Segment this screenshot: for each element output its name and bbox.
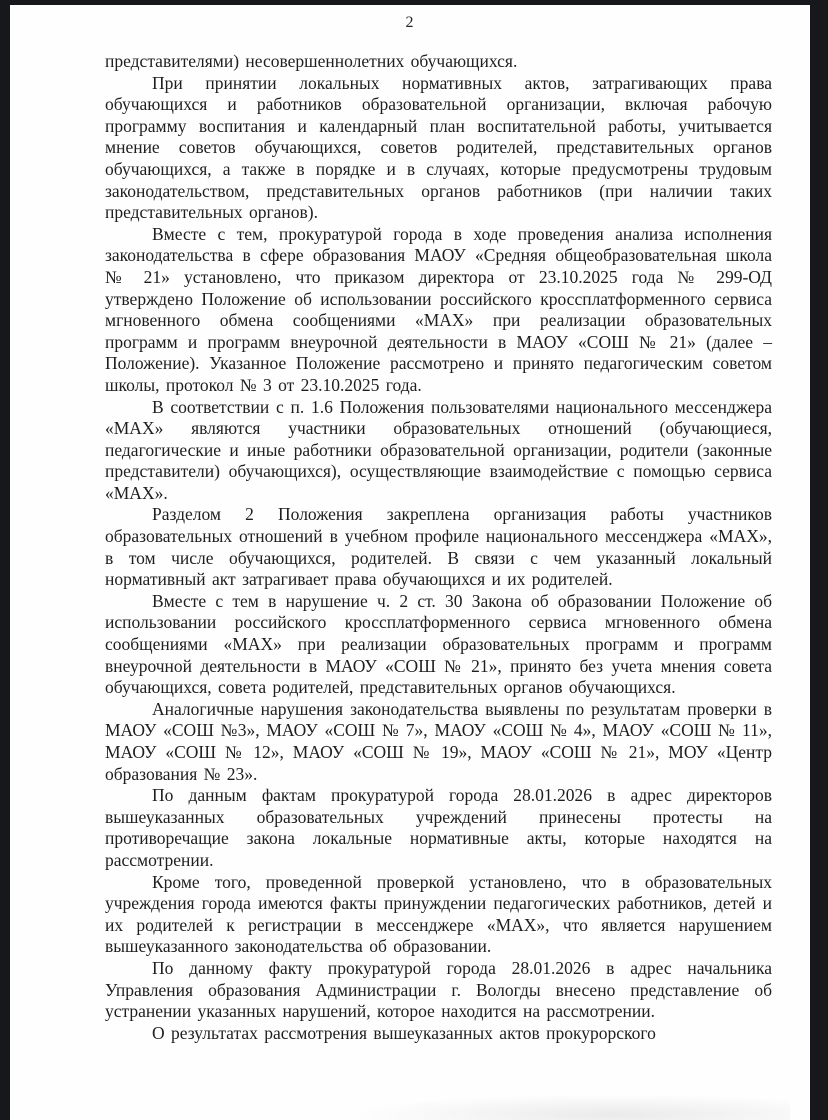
scan-border-left: [0, 0, 10, 1120]
page-sheet: [10, 5, 810, 1120]
paragraph: По данным фактам прокуратурой города 28.01.2026 в адрес директоров вышеуказанных образовательных учреждений принесены протесты на противоречащие закона локальные нормативные акты, которые находятся на рассмотрении.: [105, 785, 772, 870]
paragraph: При принятии локальных нормативных актов, затрагивающих права обучающихся и работников образовательной организации, включая рабочую программу воспитания и календарный план воспитательной работы, учитывается мнение советов обучающихся, советов родителей, представительных органов обучающихся, а также в порядке и в случаях, которые предусмотрены трудовым законодательством, представительных органов работников (при наличии таких представительных органов).: [105, 72, 772, 223]
scan-smudge: [350, 1094, 790, 1120]
document-body: [105, 51, 772, 1044]
paragraph: По данному факту прокуратурой города 28.01.2026 в адрес начальника Управления образования Администрации г. Вологды внесено представление об устранении указанных нарушений, которое находится на рассмотрении.: [105, 957, 772, 1022]
paragraph: В соответствии с п. 1.6 Положения пользователями национального мессенджера «MAX» являются участники образовательных отношений (обучающиеся, педагогические и иные работники образовательной организации, родители (законные представители) обучающихся), осуществляющие взаимодействие с помощью сервиса «MAX».: [105, 396, 772, 503]
paragraph: О результатах рассмотрения вышеуказанных актов прокурорского: [152, 1022, 656, 1043]
paragraph: представителями) несовершеннолетних обучающихся.: [105, 51, 518, 71]
paragraph: Кроме того, проведенной проверкой установлено, что в образовательных учреждения города имеются факты принуждении педагогических работников, детей и их родителей к регистрации в мессенджере «MAX», что является нарушением вышеуказанного законодательства об образовании.: [105, 871, 772, 957]
page-number: 2: [405, 14, 415, 31]
paragraph: Вместе с тем, прокуратурой города в ходе проведения анализа исполнения законодательства в сфере образования МАОУ «Средняя общеобразовательная школа № 21» установлено, что приказом директора от 23.10.2025 года № 299-ОД утверждено Положение об использовании российского кроссплатформенного сервиса мгновенного обмена сообщениями «MAX» при реализации образовательных программ и программ внеурочной деятельности в МАОУ «СОШ № 21» (далее – Положение). Указанное Положение рассмотрено и принято педагогическим советом школы, протокол № 3 от 23.10.2025 года.: [105, 223, 772, 395]
paragraph: Разделом 2 Положения закреплена организация работы участников образовательных отношений в учебном профиле национального мессенджера «MAX», в том числе обучающихся, родителей. В связи с чем указанный локальный нормативный акт затрагивает права обучающихся и их родителей.: [105, 504, 772, 590]
paragraph: Аналогичные нарушения законодательства выявлены по результатам проверки в МАОУ «СОШ №3», МАОУ «СОШ № 7», МАОУ «СОШ № 4», МАОУ «СОШ № 11», МАОУ «СОШ № 12», МАОУ «СОШ № 19», МАОУ «СОШ № 21», МОУ «Центр образования № 23».: [105, 698, 772, 784]
scan-border-right: [810, 0, 828, 1120]
paragraph: Вместе с тем в нарушение ч. 2 ст. 30 Закона об образовании Положение об использовании российского кроссплатформенного сервиса мгновенного обмена сообщениями «MAX» при реализации образовательных программ и программ внеурочной деятельности в МАОУ «СОШ № 21», принято без учета мнения совета обучающихся, совета родителей, представительных органов обучающихся.: [105, 590, 772, 698]
